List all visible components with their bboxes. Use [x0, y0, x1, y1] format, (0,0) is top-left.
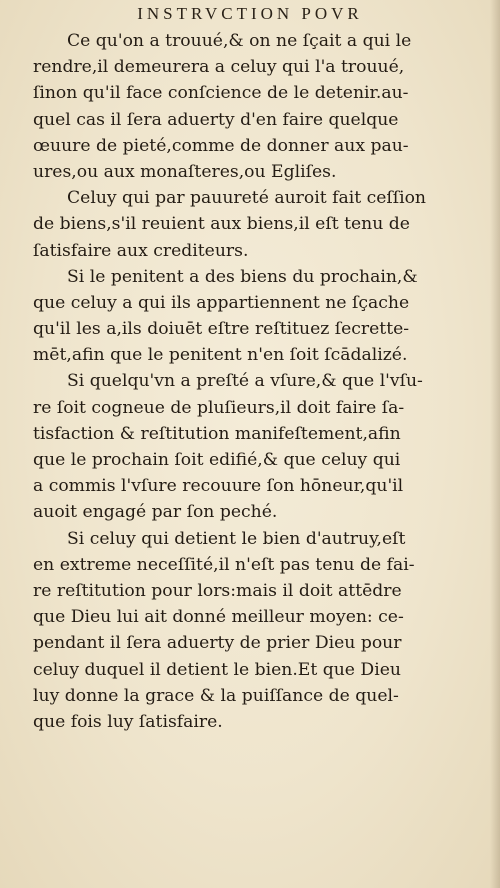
- page-edge-shadow: [490, 0, 500, 888]
- text-line: Si le penitent a des biens du prochain,&: [67, 266, 418, 287]
- text-line: a commis l'vſure recouure ſon hōneur,qu'il: [33, 476, 404, 497]
- text-line: luy donne la grace & la puiſſance de quel-: [33, 685, 399, 706]
- text-line: que Dieu lui ait donné meilleur moyen: ce-: [33, 607, 404, 628]
- text-line: Ce qu'on a trouué,& on ne ſçait a qui le: [67, 31, 412, 51]
- text-line: qu'il les a,ils doiuēt eſtre reſtituez ſecrette-: [33, 319, 410, 340]
- text-line: mēt,afin que le penitent n'en ſoit ſcādalizé.: [33, 345, 408, 366]
- text-line: quel cas il ſera aduerty d'en faire quelque: [33, 109, 399, 130]
- text-line: que celuy a qui ils appartiennent ne ſçache: [33, 292, 410, 313]
- text-line: tisfaction & reſtitution manifeſtement,afin: [33, 423, 401, 444]
- running-head: INSTRVCTION POVR: [137, 4, 363, 23]
- text-line: re ſoit cogneue de pluſieurs,il doit faire ſa-: [33, 397, 405, 418]
- text-line: Celuy qui par pauureté auroit fait ceſſion: [67, 188, 426, 209]
- text-line: œuure de pieté,comme de donner aux pau-: [33, 135, 409, 156]
- text-line: de biens,s'il reuient aux biens,il eſt tenu de: [33, 214, 410, 235]
- text-line: rendre,il demeurera a celuy qui l'a trouué,: [33, 57, 405, 78]
- text-line: ſatisfaire aux crediteurs.: [33, 240, 249, 261]
- text-line: celuy duquel il detient le bien.Et que Dieu: [33, 659, 401, 680]
- text-line: re reſtitution pour lors:mais il doit attēdre: [33, 580, 402, 601]
- text-line: Si quelqu'vn a preſté a vſure,& que l'vſu-: [67, 371, 423, 392]
- text-line: Si celuy qui detient le bien d'autruy,eſt: [67, 528, 406, 549]
- text-line: que le prochain ſoit edifié,& que celuy qui: [33, 450, 401, 470]
- text-line: auoit engagé par ſon peché.: [33, 502, 278, 523]
- text-line: pendant il ſera aduerty de prier Dieu pour: [33, 633, 402, 654]
- text-line: que fois luy ſatisfaire.: [33, 711, 223, 732]
- body-text: [33, 28, 485, 735]
- text-line: en extreme neceſſité,il n'eſt pas tenu de fai-: [33, 554, 415, 575]
- text-line: ſinon qu'il face conſcience de le detenir.au-: [33, 83, 409, 104]
- text-line: ures,ou aux monaſteres,ou Egliſes.: [33, 161, 337, 182]
